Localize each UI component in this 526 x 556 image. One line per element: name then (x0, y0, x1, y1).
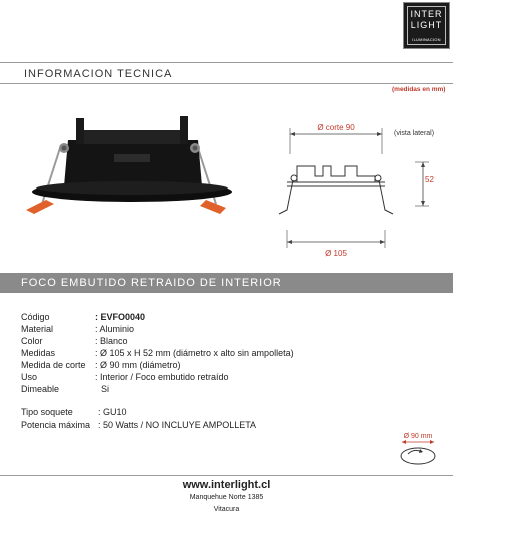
units-note: (medidas en mm) (392, 86, 446, 93)
spec-value: : Ø 90 mm (diámetro) (95, 360, 181, 370)
side-view-label: (vista lateral) (394, 130, 435, 137)
cut-size-icon (394, 430, 444, 470)
footer-city: Vitacura (213, 506, 240, 513)
header-bottom-divider (0, 83, 453, 84)
diameter-dimension-label: Ø 105 (325, 249, 347, 258)
spec-label: Medidas (21, 348, 56, 358)
footer-divider (0, 475, 453, 476)
section-title: INFORMACION TECNICA (24, 68, 173, 80)
spec-label: Material (21, 324, 54, 334)
spec-label: Dimeable (21, 384, 60, 394)
website-link[interactable]: www.interlight.cl (182, 479, 271, 491)
logo-line-3: ILUMINACION (412, 37, 441, 42)
spec-value: : EVFO0040 (95, 312, 146, 322)
brand-logo (403, 2, 450, 49)
spec-value: : Aluminio (95, 324, 135, 334)
header-top-divider (0, 62, 453, 63)
spec-value: : Blanco (95, 336, 128, 346)
spec-label: Tipo soquete (21, 407, 73, 417)
spec-label: Código (21, 312, 50, 322)
spec-label: Medida de corte (21, 360, 86, 370)
spec-value: Si (101, 384, 110, 394)
product-photo (20, 108, 245, 218)
spec-value: : 50 Watts / NO INCLUYE AMPOLLETA (98, 420, 257, 430)
cut-dimension-label: Ø corte 90 (317, 123, 355, 132)
spec-label: Potencia máxima (21, 420, 91, 430)
spec-label: Uso (21, 372, 38, 382)
height-dimension-label: 52 (425, 175, 434, 184)
product-title: FOCO EMBUTIDO RETRAIDO DE INTERIOR (21, 277, 282, 289)
spec-value: : GU10 (98, 407, 127, 417)
footer-address: Manquehue Norte 1385 (189, 494, 264, 501)
cut-icon-label: Ø 90 mm (403, 433, 433, 440)
logo-line-2: LIGHT (410, 20, 443, 30)
logo-line-1: INTER (410, 9, 443, 19)
spec-value: : Ø 105 x H 52 mm (diámetro x alto sin ampolleta) (95, 348, 294, 358)
product-banner (0, 273, 453, 293)
spec-value: : Interior / Foco embutido retraído (95, 372, 229, 382)
side-view-diagram (265, 118, 455, 268)
spec-label: Color (21, 336, 43, 346)
